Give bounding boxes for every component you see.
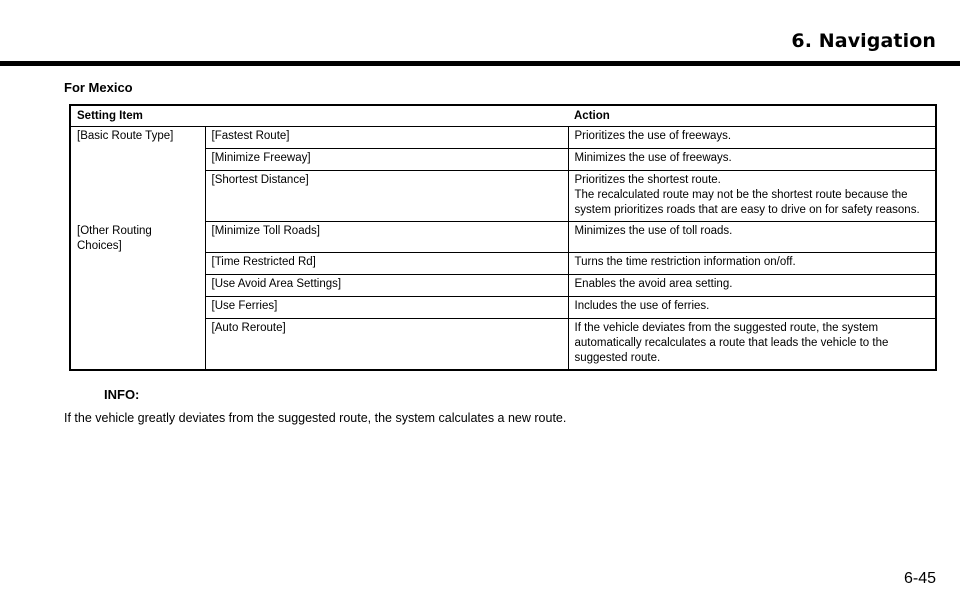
option-cell: [Shortest Distance] bbox=[205, 171, 568, 222]
table-header-row bbox=[70, 105, 936, 127]
category-cell bbox=[70, 222, 205, 371]
option-cell: [Auto Reroute] bbox=[205, 319, 568, 371]
action-cell bbox=[568, 253, 936, 275]
option-cell: [Use Avoid Area Settings] bbox=[205, 275, 568, 297]
category-label-basic-route-type: [Basic Route Type] bbox=[77, 130, 174, 142]
action-cell bbox=[568, 275, 936, 297]
category-cell bbox=[70, 127, 205, 222]
action-text: If the vehicle deviates from the suggested route, the system bbox=[574, 322, 879, 334]
option-cell: [Minimize Toll Roads] bbox=[205, 222, 568, 253]
action-text: suggested route. bbox=[574, 352, 661, 364]
table-row bbox=[70, 222, 936, 253]
column-header-action: Action bbox=[568, 105, 936, 127]
action-text: system prioritizes roads that are easy to drive on for safety reasons. bbox=[574, 204, 920, 216]
action-text: Minimizes the use of freeways. bbox=[574, 152, 732, 164]
action-cell bbox=[568, 149, 936, 171]
option-cell: [Fastest Route] bbox=[205, 127, 568, 149]
action-text: Includes the use of ferries. bbox=[574, 300, 710, 312]
option-cell: [Use Ferries] bbox=[205, 297, 568, 319]
action-text: Prioritizes the use of freeways. bbox=[574, 130, 732, 142]
option-cell: [Minimize Freeway] bbox=[205, 149, 568, 171]
info-text: If the vehicle greatly deviates from the suggested route, the system calculates a new route. bbox=[64, 411, 567, 425]
action-text: automatically recalculates a route that leads the vehicle to the bbox=[574, 337, 889, 349]
info-label: INFO: bbox=[104, 387, 140, 402]
action-cell bbox=[568, 297, 936, 319]
column-header-setting-item: Setting Item bbox=[70, 105, 568, 127]
action-text: Minimizes the use of toll roads. bbox=[574, 225, 733, 237]
option-cell: [Time Restricted Rd] bbox=[205, 253, 568, 275]
action-text: Enables the avoid area setting. bbox=[574, 278, 733, 290]
table-row bbox=[70, 127, 936, 149]
chapter-title: 6. Navigation bbox=[791, 30, 936, 52]
action-text: Prioritizes the shortest route. bbox=[574, 174, 721, 186]
action-cell bbox=[568, 171, 936, 222]
section-heading: For Mexico bbox=[64, 80, 133, 95]
action-text: The recalculated route may not be the shortest route because the bbox=[574, 189, 908, 201]
action-text: Turns the time restriction information on/off. bbox=[574, 256, 796, 268]
page-number: 6-45 bbox=[903, 570, 936, 587]
action-cell bbox=[568, 222, 936, 253]
route-settings-table bbox=[69, 104, 937, 371]
header-rule bbox=[0, 61, 960, 66]
category-label-other-routing-choices: [Other Routing Choices] bbox=[77, 224, 152, 252]
action-cell bbox=[568, 319, 936, 371]
action-cell bbox=[568, 127, 936, 149]
